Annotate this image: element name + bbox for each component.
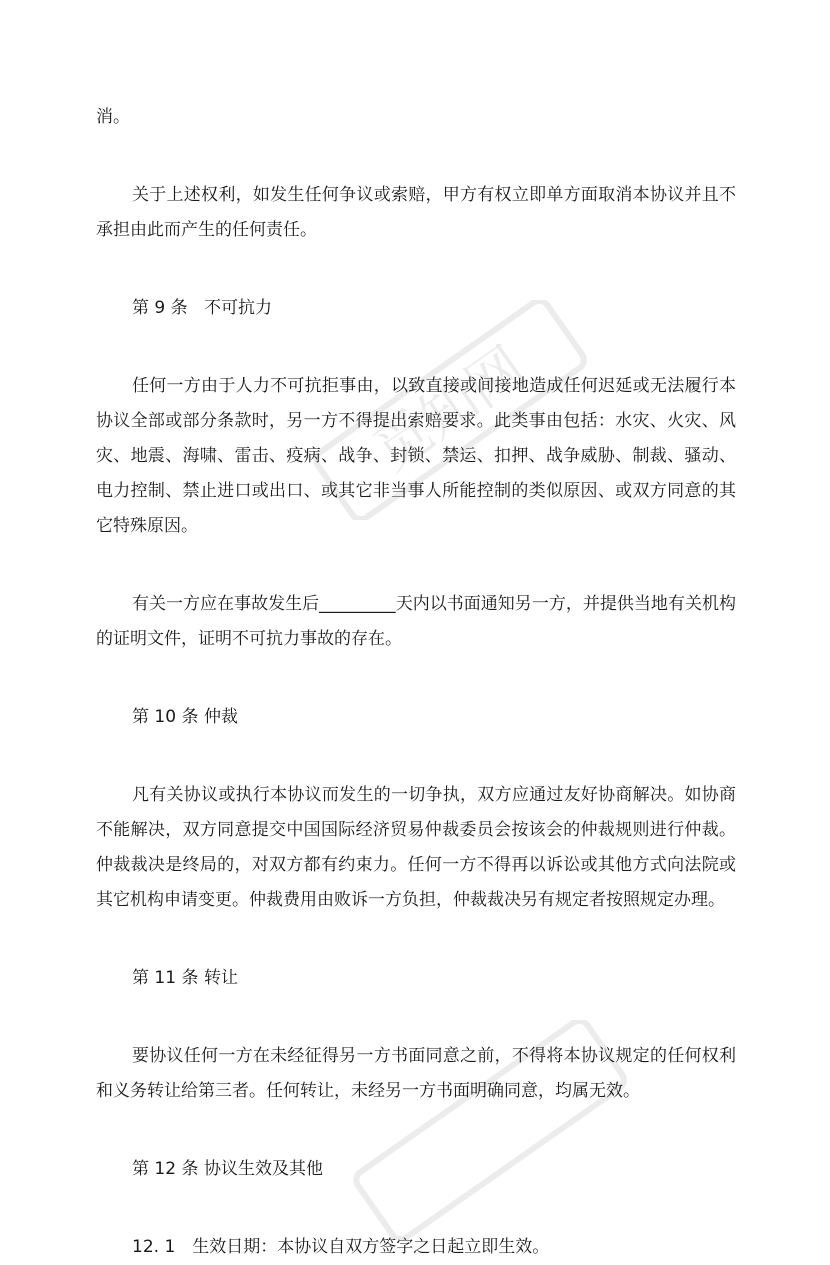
article-10-number: 第 10 条 [132, 707, 199, 727]
clause-12-1: 12. 1 生效日期：本协议自双方签字之日起立即生效。 [132, 1237, 550, 1257]
article-12-heading [96, 1152, 736, 1187]
article-12-number: 第 12 条 [132, 1159, 199, 1179]
article-11-title: 转让 [204, 968, 238, 988]
article-9-paragraph-1: 任何一方由于人力不可抗拒事由，以致直接或间接地造成任何迟延或无法履行本协议全部或部分条款时，另一方不得提出索赔要求。此类事由包括：水灾、火灾、风灾、地震、海啸、雷击、疫病、战争、封锁、禁运、扣押、战争威胁、制裁、骚动、电力控制、禁止进口或出口、或其它非当事人所能控制的类似原因、或双方同意的其它特殊原因。 [96, 376, 736, 536]
article-10-heading [96, 700, 736, 735]
article-11-number: 第 11 条 [132, 968, 199, 988]
continuation-text: 消。 [96, 107, 130, 127]
article-9-paragraph-2: 有关一方应在事故发生后_________天内以书面通知另一方，并提供当地有关机构的证明文件，证明不可抗力事故的存在。 [96, 594, 736, 649]
article-10-paragraph-1: 凡有关协议或执行本协议而发生的一切争执，双方应通过友好协商解决。如协商不能解决，双方同意提交中国国际经济贸易仲裁委员会按该会的仲裁规则进行仲裁。仲裁裁决是终局的，对双方都有约束力。任何一方不得再以诉讼或其他方式向法院或其它机构申请变更。仲裁费用由败诉一方负担，仲裁裁决另有规定者按照规定办理。 [96, 785, 736, 910]
svg-text:觅知网: 觅知网 [362, 334, 538, 485]
rights-paragraph: 关于上述权利，如发生任何争议或索赔，甲方有权立即单方面取消本协议并且不承担由此而产生的任何责任。 [96, 185, 736, 240]
article-9-heading [96, 291, 736, 326]
article-10-title: 仲裁 [204, 707, 238, 727]
article-11-paragraph-1: 要协议任何一方在未经征得另一方书面同意之前，不得将本协议规定的任何权利和义务转让给第三者。任何转让，未经另一方书面明确同意，均属无效。 [96, 1046, 736, 1101]
article-9-number: 第 9 条 [132, 298, 188, 318]
article-12-title: 协议生效及其他 [204, 1159, 323, 1179]
document-body [96, 100, 736, 1265]
article-9-title: 不可抗力 [204, 298, 272, 318]
article-11-heading [96, 961, 736, 996]
